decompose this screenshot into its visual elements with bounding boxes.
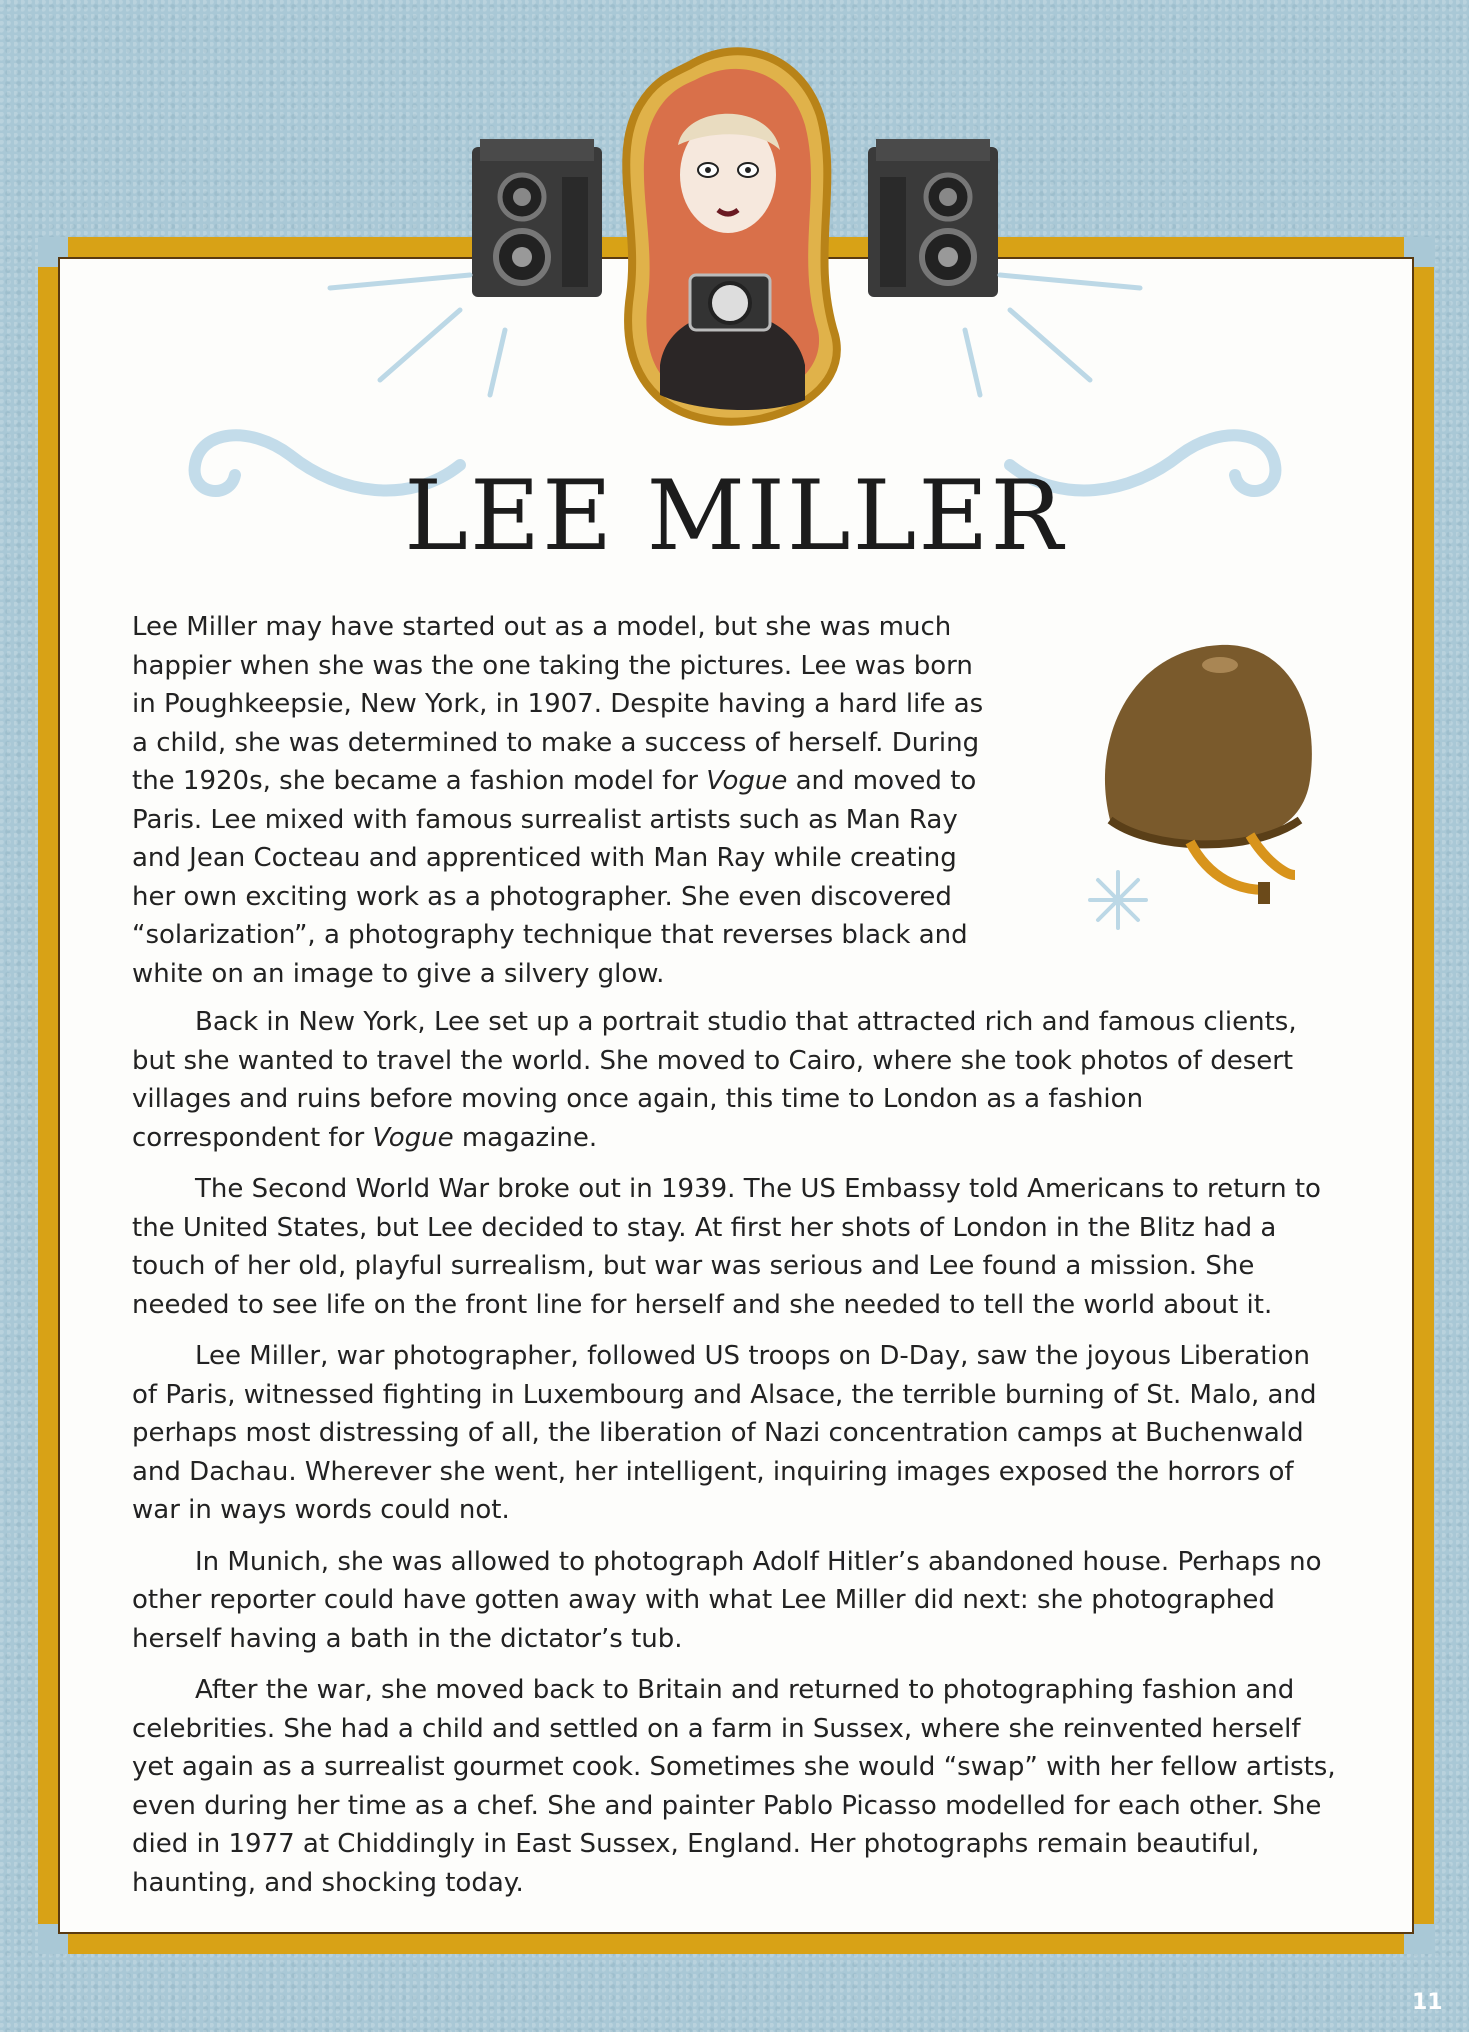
body-paragraph: In Munich, she was allowed to photograph Adolf Hitler’s abandoned house. Perhaps no other reporter could have gotten away with what Lee Miller did next: she photographed herself having a bath in the dictator’s tub. [132, 1546, 1322, 1654]
page-title: LEE MILLER [404, 460, 1065, 572]
body-paragraph [132, 1003, 1337, 1157]
light-rays [320, 270, 520, 410]
article-body [132, 608, 1337, 1915]
text-run: and moved to Paris. Lee mixed with famous surrealist artists such as Man Ray and Jean Cocteau and apprenticed with Man Ray while creating her own exciting work as a photographer. She even discovered “solarization”, a photography technique that reverses black and white on an image to give a silvery glow. [132, 766, 977, 989]
publication-name: Vogue [372, 1122, 454, 1153]
text-run: magazine. [453, 1122, 598, 1153]
publication-name: Vogue [706, 766, 788, 796]
page-number: 11 [1412, 1990, 1443, 2015]
body-paragraph: After the war, she moved back to Britain and returned to photographing fashion and celebrities. She had a child and settled on a farm in Sussex, where she reinvented herself yet again as a surrealist gourmet cook. Sometimes she would “swap” with her fellow artists, even during her time as a chef. She and painter Pablo Picasso modelled for each other. She died in 1977 at Chiddingly in East Sussex, England. Her photographs remain beautiful, haunting, and shocking today. [132, 1675, 1336, 1898]
light-rays [950, 270, 1150, 410]
text-run: Back in New York, Lee set up a portrait studio that attracted rich and famous clients, but she wanted to travel the world. She moved to Cairo, where she took photos of desert villages and ruins before moving once again, this time to London as a fashion correspondent for [132, 1007, 1297, 1153]
portrait-illustration [600, 35, 860, 435]
body-paragraph: The Second World War broke out in 1939. The US Embassy told Americans to return to the United States, but Lee decided to stay. At first her shots of London in the Blitz had a touch of her old, playful surrealism, but war was serious and Lee found a mission. She needed to see life on the front line for herself and she needed to tell the world about it. [132, 1174, 1321, 1320]
intro-paragraph [132, 608, 992, 993]
text-run: Lee Miller may have started out as a model, but she was much happier when she was the one taking the pictures. Lee was born in Poughkeepsie, New York, in 1907. Despite having a hard life as a child, she was determined to make a success of herself. During the 1920s, she became a fashion model for [132, 612, 984, 796]
body-paragraph: Lee Miller, war photographer, followed US troops on D-Day, saw the joyous Liberation of Paris, witnessed fighting in Luxembourg and Alsace, the terrible burning of St. Malo, and perhaps most distressing of all, the liberation of Nazi concentration camps at Buchenwald and Dachau. Wherever she went, her intelligent, inquiring images exposed the horrors of war in ways words could not. [132, 1341, 1317, 1525]
